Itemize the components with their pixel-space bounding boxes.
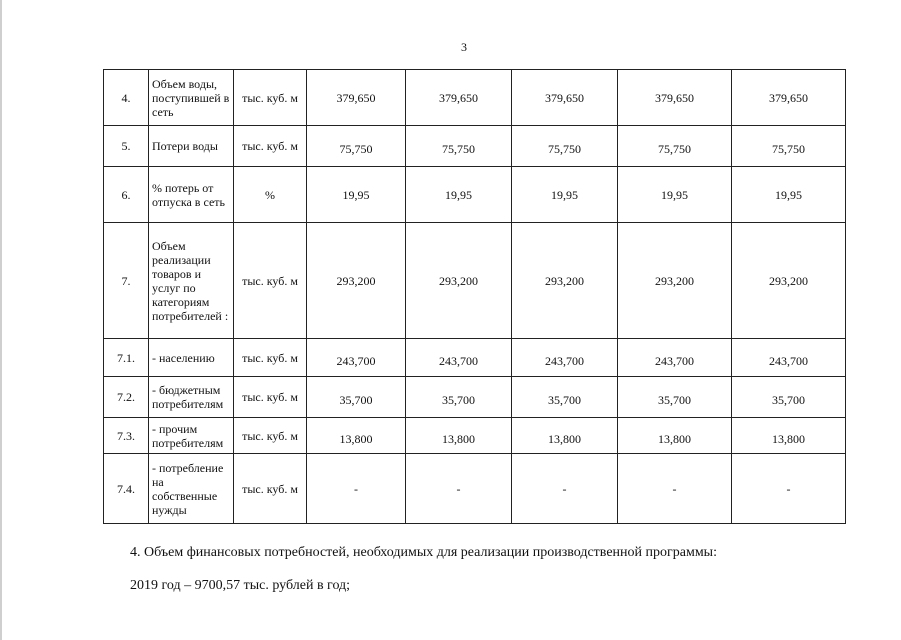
value-cell: 19,95 bbox=[406, 167, 512, 223]
indicator-name: - населению bbox=[149, 339, 234, 377]
financial-needs-paragraph: 4. Объем финансовых потребностей, необходимых для реализации производственной программы: bbox=[130, 545, 717, 560]
table-row bbox=[104, 126, 846, 167]
table-row bbox=[104, 339, 846, 377]
table-row bbox=[104, 167, 846, 223]
value-cell: 293,200 bbox=[512, 223, 618, 339]
value-cell: 13,800 bbox=[618, 418, 732, 454]
value-cell: - bbox=[618, 454, 732, 524]
value-cell: 293,200 bbox=[732, 223, 846, 339]
row-number: 4. bbox=[104, 70, 149, 126]
row-number: 7.4. bbox=[104, 454, 149, 524]
unit-cell: тыс. куб. м bbox=[234, 454, 307, 524]
row-number: 7. bbox=[104, 223, 149, 339]
value-cell: 293,200 bbox=[307, 223, 406, 339]
value-cell: 75,750 bbox=[618, 126, 732, 167]
value-cell: 243,700 bbox=[618, 339, 732, 377]
value-cell: - bbox=[512, 454, 618, 524]
unit-cell: тыс. куб. м bbox=[234, 126, 307, 167]
value-cell: 35,700 bbox=[307, 377, 406, 418]
value-cell: - bbox=[307, 454, 406, 524]
value-cell: 243,700 bbox=[732, 339, 846, 377]
indicator-name: Объем реализации товаров и услуг по категориям потребителей : bbox=[149, 223, 234, 339]
value-cell: 379,650 bbox=[732, 70, 846, 126]
value-cell: 13,800 bbox=[512, 418, 618, 454]
unit-cell: тыс. куб. м bbox=[234, 223, 307, 339]
row-number: 7.1. bbox=[104, 339, 149, 377]
value-cell: - bbox=[732, 454, 846, 524]
value-cell: 379,650 bbox=[406, 70, 512, 126]
value-cell: 243,700 bbox=[512, 339, 618, 377]
value-cell: 13,800 bbox=[307, 418, 406, 454]
unit-cell: тыс. куб. м bbox=[234, 339, 307, 377]
value-cell: 13,800 bbox=[406, 418, 512, 454]
indicator-name: - прочим потребителям bbox=[149, 418, 234, 454]
value-cell: 243,700 bbox=[307, 339, 406, 377]
value-cell: 75,750 bbox=[307, 126, 406, 167]
value-cell: 13,800 bbox=[732, 418, 846, 454]
unit-cell: % bbox=[234, 167, 307, 223]
indicator-name: Потери воды bbox=[149, 126, 234, 167]
value-cell: 293,200 bbox=[618, 223, 732, 339]
unit-cell: тыс. куб. м bbox=[234, 70, 307, 126]
value-cell: 19,95 bbox=[307, 167, 406, 223]
table-row bbox=[104, 454, 846, 524]
value-cell: 19,95 bbox=[512, 167, 618, 223]
value-cell: 35,700 bbox=[618, 377, 732, 418]
page-number: 3 bbox=[461, 40, 467, 54]
value-cell: 35,700 bbox=[406, 377, 512, 418]
year-2019-paragraph: 2019 год – 9700,57 тыс. рублей в год; bbox=[130, 578, 351, 593]
value-cell: 75,750 bbox=[732, 126, 846, 167]
indicator-name: % потерь от отпуска в сеть bbox=[149, 167, 234, 223]
row-number: 6. bbox=[104, 167, 149, 223]
value-cell: 379,650 bbox=[618, 70, 732, 126]
indicator-name: - бюджетным потребителям bbox=[149, 377, 234, 418]
indicator-name: Объем воды, поступившей в сеть bbox=[149, 70, 234, 126]
value-cell: 293,200 bbox=[406, 223, 512, 339]
value-cell: 243,700 bbox=[406, 339, 512, 377]
value-cell: 75,750 bbox=[406, 126, 512, 167]
value-cell: 19,95 bbox=[732, 167, 846, 223]
table-row bbox=[104, 223, 846, 339]
value-cell: 379,650 bbox=[307, 70, 406, 126]
unit-cell: тыс. куб. м bbox=[234, 377, 307, 418]
value-cell: 35,700 bbox=[512, 377, 618, 418]
value-cell: 35,700 bbox=[732, 377, 846, 418]
row-number: 7.2. bbox=[104, 377, 149, 418]
table-row bbox=[104, 418, 846, 454]
unit-cell: тыс. куб. м bbox=[234, 418, 307, 454]
table-row bbox=[104, 70, 846, 126]
value-cell: 19,95 bbox=[618, 167, 732, 223]
scan-edge bbox=[0, 0, 2, 640]
value-cell: - bbox=[406, 454, 512, 524]
value-cell: 379,650 bbox=[512, 70, 618, 126]
indicator-name: - потребление на собственные нужды bbox=[149, 454, 234, 524]
value-cell: 75,750 bbox=[512, 126, 618, 167]
table-row bbox=[104, 377, 846, 418]
row-number: 7.3. bbox=[104, 418, 149, 454]
row-number: 5. bbox=[104, 126, 149, 167]
production-program-table bbox=[103, 69, 846, 524]
